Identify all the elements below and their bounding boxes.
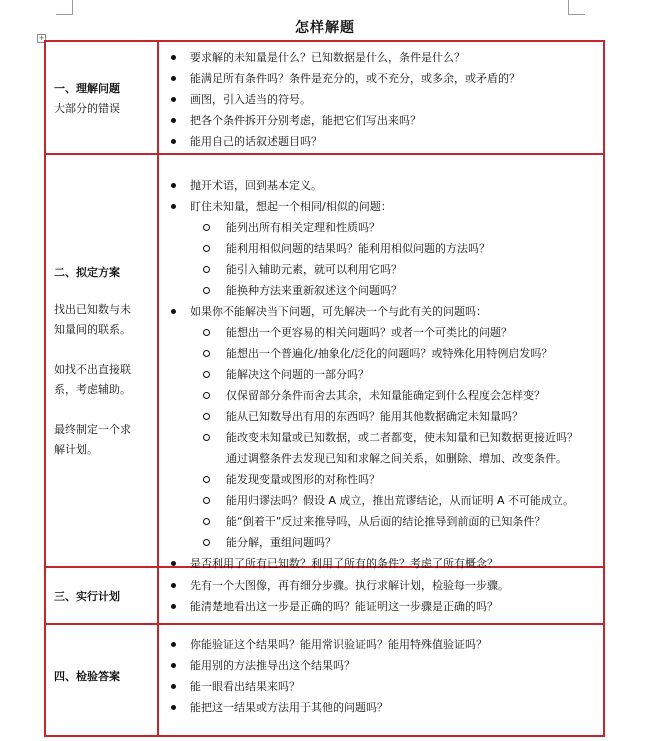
list-item: 能用自己的话叙述题目吗？ xyxy=(168,131,598,152)
sub-list-item: 能解决这个问题的一部分吗？ xyxy=(168,364,598,385)
table-border xyxy=(157,40,159,737)
list-item: 抛开术语，回到基本定义。 xyxy=(168,175,598,196)
section-understand-label xyxy=(54,80,154,119)
section-note: 知量间的联系。 xyxy=(54,323,131,336)
list-item: 能一眼看出结果来吗？ xyxy=(168,676,598,697)
sub-list-item: 能用归谬法吗？假设 A 成立，推出荒谬结论，从而证明 A 不可能成立。 xyxy=(168,490,598,511)
list-item: 画图，引入适当的符号。 xyxy=(168,89,598,110)
list-item: 把各个条件拆开分别考虑，能把它们写出来吗？ xyxy=(168,110,598,131)
section-understand-list xyxy=(168,47,598,152)
list-item: 你能验证这个结果吗？能用常识验证吗？能用特殊值验证吗？ xyxy=(168,634,598,655)
section-plan-label xyxy=(54,264,154,460)
list-item: 要求解的未知量是什么？已知数据是什么，条件是什么？ xyxy=(168,47,598,68)
table-border xyxy=(44,153,605,155)
sub-list-item: 能改变未知量或已知数据，或二者都变，使未知量和已知数据更接近吗？ xyxy=(168,427,598,448)
sub-list-item: 能利用相似问题的结果吗？能利用相似问题的方法吗？ xyxy=(168,238,598,259)
page-corner-mark xyxy=(56,0,73,15)
list-item: 能满足所有条件吗？条件是充分的，或不充分，或多余，或矛盾的？ xyxy=(168,68,598,89)
sub-list-item-continuation: 通过调整条件去发现已知和求解之间关系，如删除、增加、改变条件。 xyxy=(226,452,567,465)
section-note: 最终制定一个求 xyxy=(54,423,131,436)
sub-list-item: 能发现变量或图形的对称性吗？ xyxy=(168,469,598,490)
table-border xyxy=(603,40,605,737)
section-verify-list xyxy=(168,634,598,718)
section-heading: 一、理解问题 xyxy=(54,82,120,95)
section-execute-list xyxy=(168,575,598,617)
section-execute-label xyxy=(54,588,154,604)
sub-list-item: 能分解，重组问题吗？ xyxy=(168,532,598,553)
section-heading: 三、实行计划 xyxy=(54,590,120,603)
sub-list-item: 能列出所有相关定理和性质吗？ xyxy=(168,217,598,238)
list-item: 能用别的方法推导出这个结果吗？ xyxy=(168,655,598,676)
method-table xyxy=(44,40,605,737)
sub-list-item: 能想出一个普遍化/抽象化/泛化的问题吗？或特殊化用特例启发吗？ xyxy=(168,343,598,364)
section-note: 找出已知数与未 xyxy=(54,303,131,316)
sub-list-item: 仅保留部分条件而舍去其余，未知量能确定到什么程度会怎样变？ xyxy=(168,385,598,406)
list-item: 盯住未知量，想起一个相同/相似的问题： xyxy=(168,196,598,217)
sub-list-item: 能从已知数导出有用的东西吗？能用其他数据确定未知量吗？ xyxy=(168,406,598,427)
section-note: 大部分的错误 xyxy=(54,102,120,115)
table-border xyxy=(44,40,46,737)
sub-list-item: 能换种方法来重新叙述这个问题吗？ xyxy=(168,280,598,301)
list-item: 如果你不能解决当下问题，可先解决一个与此有关的问题吗： xyxy=(168,301,598,322)
section-heading: 四、检验答案 xyxy=(54,670,120,683)
list-item: 能清楚地看出这一步是正确的吗？能证明这一步骤是正确的吗？ xyxy=(168,596,598,617)
table-move-handle[interactable]: + xyxy=(38,34,45,42)
section-verify-label xyxy=(54,668,154,684)
list-item: 先有一个大图像，再有细分步骤。执行求解计划，检验每一步骤。 xyxy=(168,575,598,596)
section-note: 解计划。 xyxy=(54,443,98,456)
document-title: 怎样解题 xyxy=(295,20,355,36)
table-border xyxy=(44,40,605,42)
list-item: 是否利用了所有已知数？利用了所有的条件？考虑了所有概念？ xyxy=(168,553,598,574)
section-note: 系，考虑辅助。 xyxy=(54,383,131,396)
sub-list-item: 能想出一个更容易的相关问题吗？或者一个可类比的问题？ xyxy=(168,322,598,343)
sub-list-item: 能引入辅助元素，就可以利用它吗？ xyxy=(168,259,598,280)
sub-list-item: 能“倒着干”反过来推导吗，从后面的结论推导到前面的已知条件？ xyxy=(168,511,598,532)
table-border xyxy=(44,735,605,737)
section-note: 如找不出直接联 xyxy=(54,363,131,376)
list-item: 能把这一结果或方法用于其他的问题吗？ xyxy=(168,697,598,718)
page-corner-mark xyxy=(568,0,585,15)
table-border xyxy=(44,623,605,625)
section-plan-list xyxy=(168,175,598,574)
section-heading: 二、拟定方案 xyxy=(54,266,120,279)
